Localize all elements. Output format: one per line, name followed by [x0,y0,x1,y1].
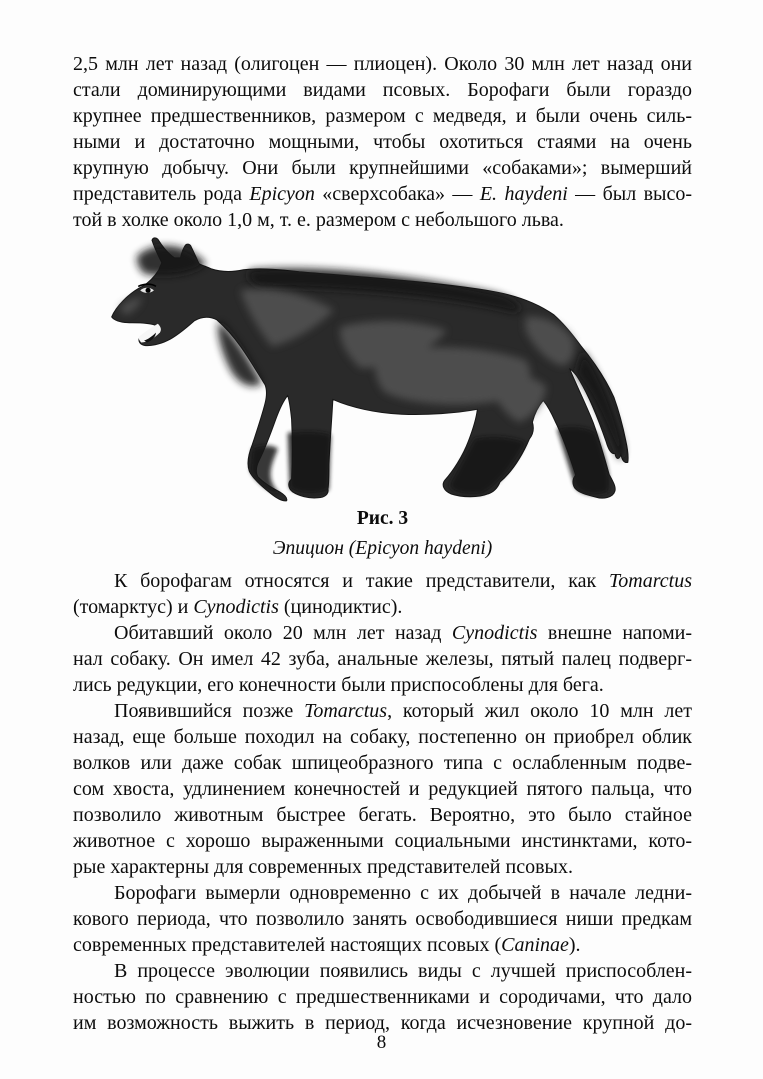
text-line: Обитавший около 20 млн лет назад Cynodictis внешне напоми- [114,622,692,644]
text-line: сом хвоста, удлинением конечностей и редукцией пятого пальца, что [73,778,692,800]
text-line: представитель рода Epicyon «сверхсобака» — E. haydeni — был высо- [73,183,692,205]
page-number: 8 [376,1032,387,1053]
text-line: К борофагам относятся и такие представители, как Tomarctus [114,570,692,592]
text-line: крупнее предшественников, размером с медведя, и были очень силь- [73,105,692,127]
figure-epicyon [73,235,692,561]
wolf-illustration [93,235,673,503]
text-line: (томарктус) и Cynodictis (цинодиктис). [73,596,403,618]
text-line: современных представителей настоящих псовых (Caninae). [73,934,581,956]
text-line: нал собаку. Он имел 42 зуба, анальные железы, пятый палец подверг- [73,648,692,670]
text-line: Борофаги вымерли одновременно с их добычей в начале ледни- [114,882,692,904]
paragraph-cynodictis-description [73,620,692,698]
paragraph-borophagi-size [73,51,692,233]
text-line: волков или даже собак шпицеобразного типа с ослабленным подве- [73,752,692,774]
text-line: 2,5 млн лет назад (олигоцен — плиоцен). Около 30 млн лет назад они [73,53,692,75]
paragraph-evolution [73,958,692,1036]
text-line: крупную добычу. Они были крупнейшими «собаками»; вымерший [73,157,692,179]
text-column [73,51,692,1036]
text-line: им возможность выжить в период, когда исчезновение крупной до- [73,1012,692,1034]
text-line: ными и достаточно мощными, чтобы охотиться стаями на очень [73,131,692,153]
text-line: кового периода, что позволило занять освободившиеся ниши предкам [73,908,692,930]
text-line: рые характерны для современных представителей псовых. [73,856,573,878]
text-line: лись редукции, его конечности были приспособлены для бега. [73,674,604,696]
text-line: животное с хорошо выраженными социальными инстинктами, кото- [73,830,692,852]
text-line: Появившийся позже Tomarctus, который жил около 10 млн лет [114,700,692,722]
text-line: В процессе эволюции появились виды с лучшей приспособлен- [114,960,692,982]
paragraph-tomarctus-cynodictis [73,568,692,620]
text-line: ностью по сравнению с предшественниками и сородичами, что дало [73,986,692,1008]
epicyon-wolf-icon [93,235,673,503]
text-line: стали доминирующими видами псовых. Борофаги были гораздо [73,79,692,101]
paragraph-tomarctus-description [73,698,692,880]
text-line: назад, еще больше походил на собаку, постепенно он приобрел облик [73,726,692,748]
text-line: позволило животным быстрее бегать. Вероятно, это было стайное [73,804,692,826]
figure-label: Рис. 3 [356,508,409,529]
text-line: той в холке около 1,0 м, т. е. размером с небольшого льва. [73,209,564,231]
figure-caption: Эпицион (Epicyon haydeni) [272,538,493,559]
paragraph-borophagi-extinction [73,880,692,958]
